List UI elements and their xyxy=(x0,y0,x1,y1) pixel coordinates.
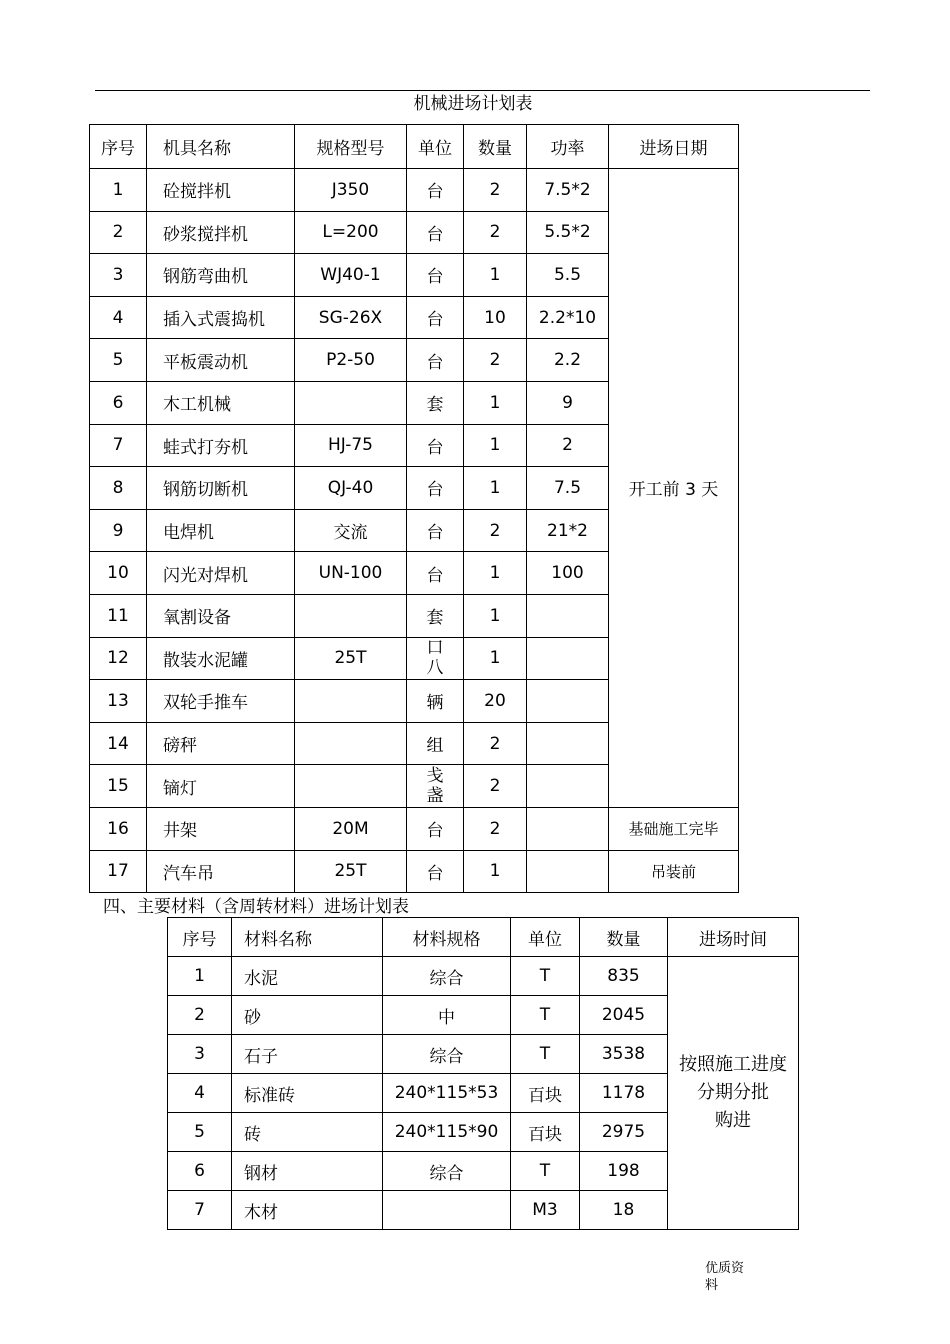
machine-power: 5.5 xyxy=(527,254,609,297)
footer-line: 料 xyxy=(705,1278,719,1293)
machine-spec xyxy=(295,381,407,424)
table-header-row xyxy=(168,918,799,957)
machine-unit xyxy=(407,637,464,680)
material-name: 砂 xyxy=(232,996,383,1035)
material-spec: 综合 xyxy=(383,1035,511,1074)
table-header-row xyxy=(90,125,739,169)
material-qty: 198 xyxy=(580,1152,668,1191)
machine-qty: 1 xyxy=(464,637,527,680)
machine-qty: 2 xyxy=(464,211,527,254)
material-qty: 18 xyxy=(580,1191,668,1230)
machine-qty: 2 xyxy=(464,509,527,552)
header-cell: 机具名称 xyxy=(147,125,295,169)
material-spec: 综合 xyxy=(383,1152,511,1191)
material-name: 石子 xyxy=(232,1035,383,1074)
machine-qty: 1 xyxy=(464,254,527,297)
material-unit: 百块 xyxy=(511,1074,580,1113)
machine-qty: 10 xyxy=(464,296,527,339)
material-unit: M3 xyxy=(511,1191,580,1230)
materials-table xyxy=(167,917,799,1230)
machine-name: 砼搅拌机 xyxy=(147,169,295,212)
machine-spec xyxy=(295,765,407,808)
machine-name: 钢筋弯曲机 xyxy=(147,254,295,297)
entry-time-line: 购进 xyxy=(715,1110,751,1131)
material-spec: 240*115*53 xyxy=(383,1074,511,1113)
material-unit: 百块 xyxy=(511,1113,580,1152)
header-cell: 序号 xyxy=(168,918,232,957)
machine-qty: 1 xyxy=(464,467,527,510)
machine-name: 闪光对焊机 xyxy=(147,552,295,595)
material-qty: 1178 xyxy=(580,1074,668,1113)
machine-unit: 台 xyxy=(407,807,464,850)
machine-power xyxy=(527,850,609,893)
material-unit: T xyxy=(511,1152,580,1191)
row-number: 7 xyxy=(168,1191,232,1230)
machine-unit: 套 xyxy=(407,381,464,424)
machinery-table xyxy=(89,124,739,893)
machine-unit: 套 xyxy=(407,594,464,637)
machine-unit: 台 xyxy=(407,211,464,254)
material-qty: 835 xyxy=(580,957,668,996)
machine-power: 21*2 xyxy=(527,509,609,552)
merged-entry-date: 开工前 3 天 xyxy=(609,169,739,808)
machine-unit: 台 xyxy=(407,296,464,339)
material-unit: T xyxy=(511,1035,580,1074)
entry-date: 基础施工完毕 xyxy=(609,807,739,850)
row-number: 11 xyxy=(90,594,147,637)
machine-power: 7.5*2 xyxy=(527,169,609,212)
machine-power: 2.2 xyxy=(527,339,609,382)
header-cell: 规格型号 xyxy=(295,125,407,169)
row-number: 7 xyxy=(90,424,147,467)
machine-unit: 辆 xyxy=(407,680,464,723)
row-number: 1 xyxy=(168,957,232,996)
header-rule xyxy=(95,90,870,91)
header-cell: 进场日期 xyxy=(609,125,739,169)
row-number: 17 xyxy=(90,850,147,893)
material-qty: 3538 xyxy=(580,1035,668,1074)
machine-spec: 20M xyxy=(295,807,407,850)
machine-name: 镝灯 xyxy=(147,765,295,808)
machine-power: 5.5*2 xyxy=(527,211,609,254)
machine-name: 平板震动机 xyxy=(147,339,295,382)
row-number: 2 xyxy=(90,211,147,254)
table-row xyxy=(168,957,799,996)
machine-spec: 25T xyxy=(295,850,407,893)
machine-power xyxy=(527,722,609,765)
machine-name: 井架 xyxy=(147,807,295,850)
machine-name: 插入式震捣机 xyxy=(147,296,295,339)
machine-spec: WJ40-1 xyxy=(295,254,407,297)
table-row xyxy=(90,850,739,893)
machine-spec: P2-50 xyxy=(295,339,407,382)
machine-unit: 台 xyxy=(407,254,464,297)
material-name: 木材 xyxy=(232,1191,383,1230)
machine-name: 木工机械 xyxy=(147,381,295,424)
unit-line: 戋 xyxy=(426,766,444,787)
material-spec xyxy=(383,1191,511,1230)
unit-line: 盏 xyxy=(426,786,444,807)
machine-unit: 组 xyxy=(407,722,464,765)
machine-name: 电焊机 xyxy=(147,509,295,552)
header-cell: 数量 xyxy=(580,918,668,957)
row-number: 5 xyxy=(90,339,147,382)
merged-entry-time xyxy=(668,957,799,1230)
machine-spec: 交流 xyxy=(295,509,407,552)
machine-spec: QJ-40 xyxy=(295,467,407,510)
material-unit: T xyxy=(511,957,580,996)
machine-qty: 2 xyxy=(464,339,527,382)
machine-power xyxy=(527,637,609,680)
machine-spec xyxy=(295,722,407,765)
machine-unit xyxy=(407,765,464,808)
header-cell: 材料名称 xyxy=(232,918,383,957)
machine-power xyxy=(527,807,609,850)
table-row xyxy=(90,169,739,212)
header-cell: 单位 xyxy=(511,918,580,957)
row-number: 2 xyxy=(168,996,232,1035)
machine-qty: 1 xyxy=(464,381,527,424)
machine-name: 双轮手推车 xyxy=(147,680,295,723)
machine-power: 100 xyxy=(527,552,609,595)
material-spec: 综合 xyxy=(383,957,511,996)
machine-spec: SG-26X xyxy=(295,296,407,339)
machine-power: 7.5 xyxy=(527,467,609,510)
machine-name: 砂浆搅拌机 xyxy=(147,211,295,254)
machine-name: 钢筋切断机 xyxy=(147,467,295,510)
row-number: 13 xyxy=(90,680,147,723)
row-number: 16 xyxy=(90,807,147,850)
machine-spec: L=200 xyxy=(295,211,407,254)
machine-qty: 2 xyxy=(464,169,527,212)
row-number: 15 xyxy=(90,765,147,808)
entry-time-line: 分期分批 xyxy=(697,1082,769,1103)
materials-section-heading: 四、主要材料（含周转材料）进场计划表 xyxy=(103,897,409,917)
machine-power: 2.2*10 xyxy=(527,296,609,339)
machine-power xyxy=(527,594,609,637)
machine-unit: 台 xyxy=(407,850,464,893)
header-cell: 进场时间 xyxy=(668,918,799,957)
row-number: 3 xyxy=(90,254,147,297)
material-name: 砖 xyxy=(232,1113,383,1152)
material-qty: 2045 xyxy=(580,996,668,1035)
unit-line: 八 xyxy=(426,658,444,679)
row-number: 12 xyxy=(90,637,147,680)
machine-power: 9 xyxy=(527,381,609,424)
header-cell: 序号 xyxy=(90,125,147,169)
machine-name: 散装水泥罐 xyxy=(147,637,295,680)
header-cell: 功率 xyxy=(527,125,609,169)
row-number: 10 xyxy=(90,552,147,595)
machine-spec: J350 xyxy=(295,169,407,212)
table-row xyxy=(90,807,739,850)
material-name: 钢材 xyxy=(232,1152,383,1191)
machine-power xyxy=(527,680,609,723)
header-cell: 材料规格 xyxy=(383,918,511,957)
material-unit: T xyxy=(511,996,580,1035)
machine-qty: 1 xyxy=(464,424,527,467)
row-number: 1 xyxy=(90,169,147,212)
machine-power: 2 xyxy=(527,424,609,467)
machine-spec xyxy=(295,680,407,723)
machine-name: 氧割设备 xyxy=(147,594,295,637)
machine-unit: 台 xyxy=(407,339,464,382)
machine-unit: 台 xyxy=(407,467,464,510)
row-number: 3 xyxy=(168,1035,232,1074)
machine-spec xyxy=(295,594,407,637)
row-number: 5 xyxy=(168,1113,232,1152)
row-number: 4 xyxy=(90,296,147,339)
machine-qty: 2 xyxy=(464,807,527,850)
unit-line: 口 xyxy=(426,638,444,659)
row-number: 6 xyxy=(168,1152,232,1191)
row-number: 8 xyxy=(90,467,147,510)
row-number: 6 xyxy=(90,381,147,424)
header-cell: 单位 xyxy=(407,125,464,169)
footer-note xyxy=(705,1260,753,1294)
material-name: 水泥 xyxy=(232,957,383,996)
machine-power xyxy=(527,765,609,808)
machine-unit: 台 xyxy=(407,169,464,212)
machine-spec: HJ-75 xyxy=(295,424,407,467)
row-number: 14 xyxy=(90,722,147,765)
row-number: 9 xyxy=(90,509,147,552)
machine-unit: 台 xyxy=(407,509,464,552)
machine-qty: 2 xyxy=(464,722,527,765)
machine-name: 蛙式打夯机 xyxy=(147,424,295,467)
machine-qty: 1 xyxy=(464,850,527,893)
entry-date: 吊装前 xyxy=(609,850,739,893)
machinery-table-title: 机械进场计划表 xyxy=(413,94,533,114)
machine-unit: 台 xyxy=(407,552,464,595)
entry-time-line: 按照施工进度 xyxy=(679,1054,787,1075)
footer-line: 优质资 xyxy=(705,1261,745,1276)
machine-spec: UN-100 xyxy=(295,552,407,595)
machine-qty: 1 xyxy=(464,594,527,637)
material-spec: 240*115*90 xyxy=(383,1113,511,1152)
header-cell: 数量 xyxy=(464,125,527,169)
machine-qty: 2 xyxy=(464,765,527,808)
row-number: 4 xyxy=(168,1074,232,1113)
material-spec: 中 xyxy=(383,996,511,1035)
machine-qty: 20 xyxy=(464,680,527,723)
material-qty: 2975 xyxy=(580,1113,668,1152)
machine-name: 汽车吊 xyxy=(147,850,295,893)
material-name: 标准砖 xyxy=(232,1074,383,1113)
machine-qty: 1 xyxy=(464,552,527,595)
machine-spec: 25T xyxy=(295,637,407,680)
machine-name: 磅秤 xyxy=(147,722,295,765)
machine-unit: 台 xyxy=(407,424,464,467)
